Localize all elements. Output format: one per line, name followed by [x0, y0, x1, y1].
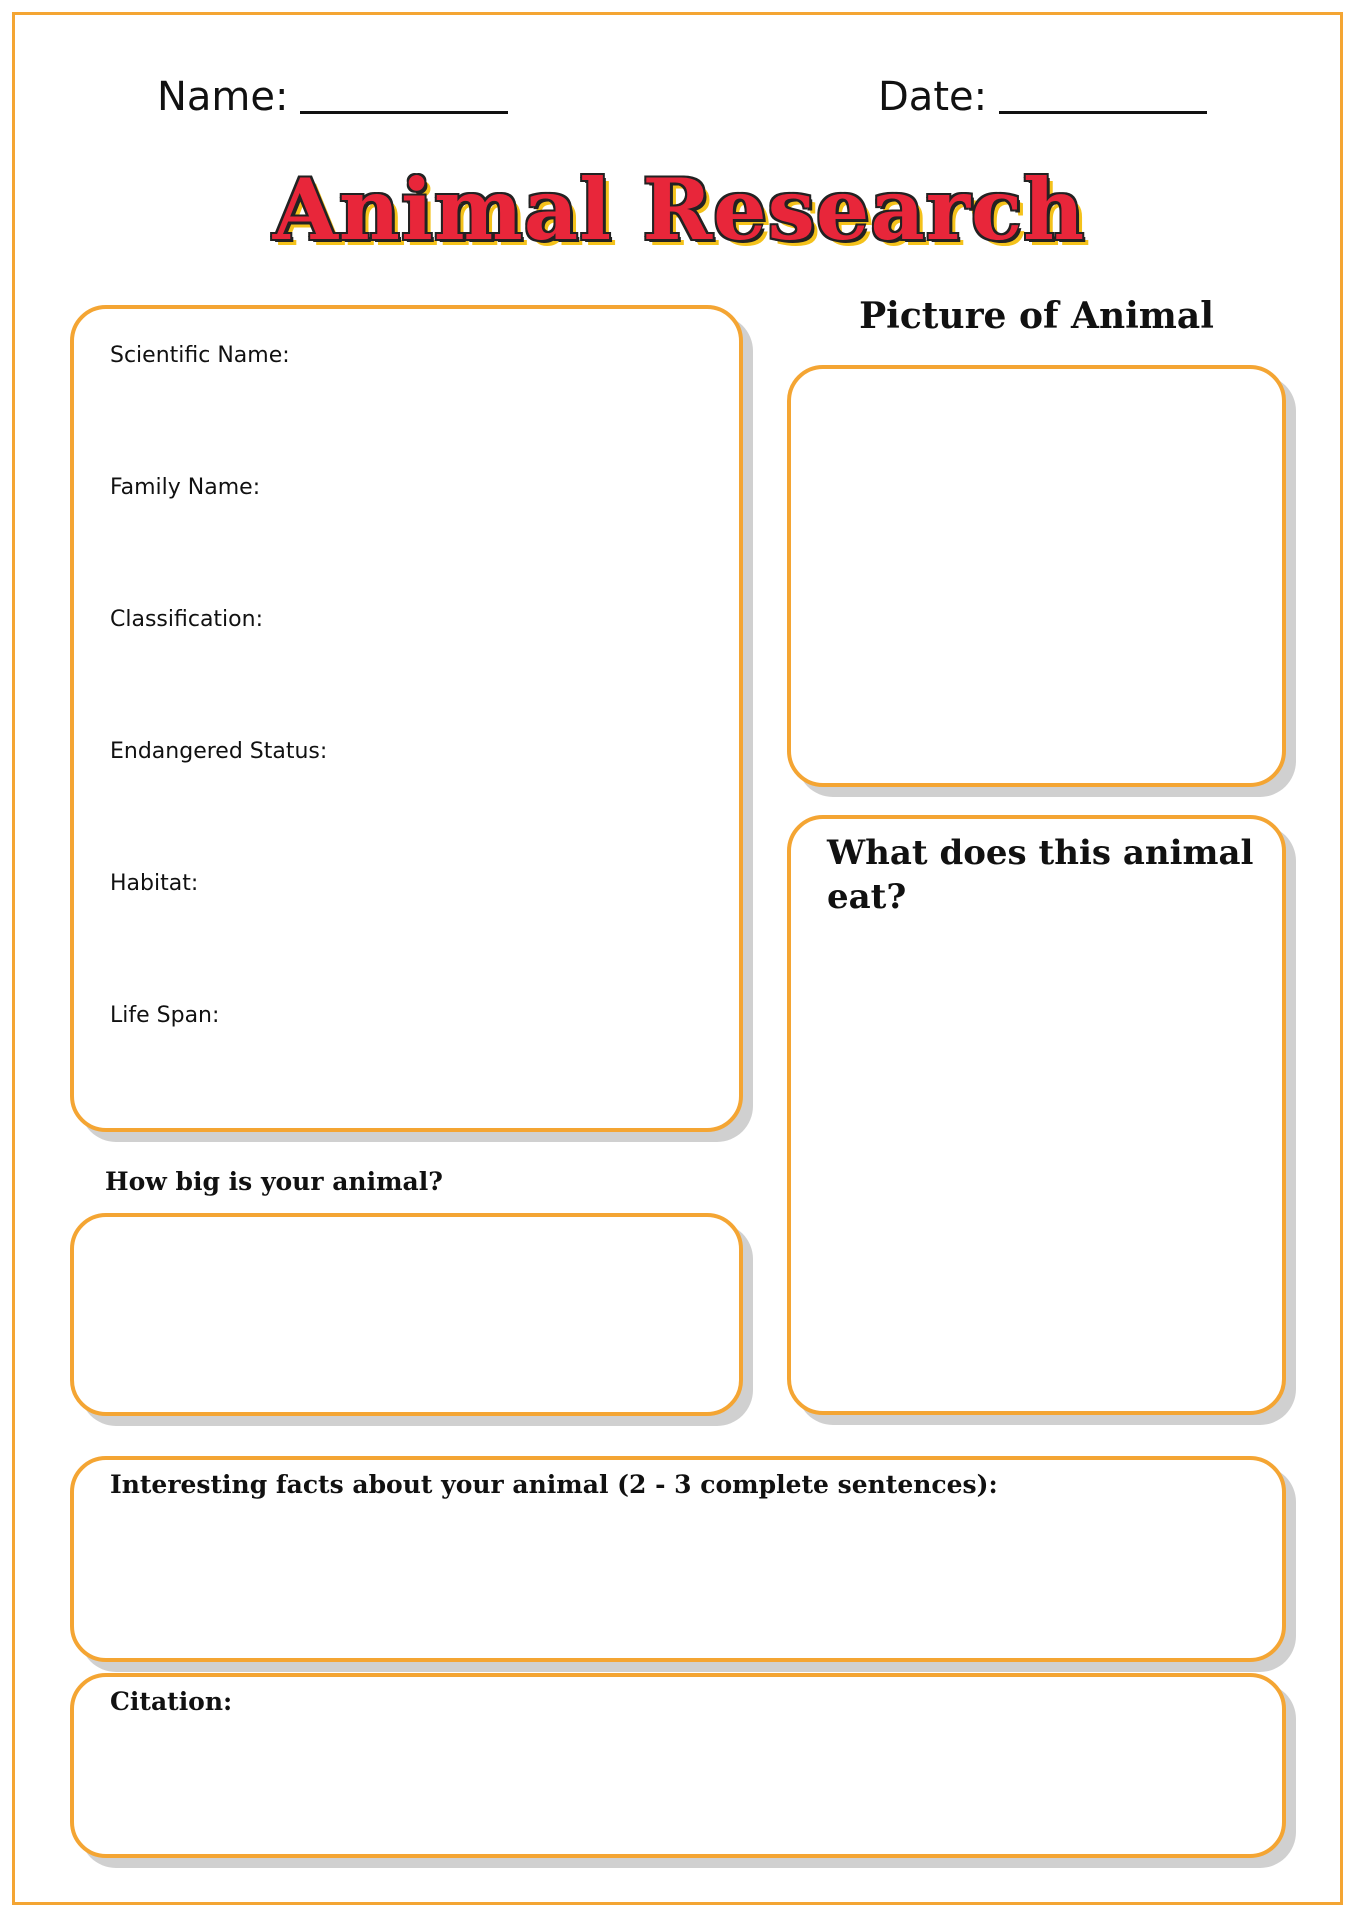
name-field[interactable] [157, 74, 508, 120]
family-name-label: Family Name: [110, 475, 261, 500]
name-label: Name: [157, 74, 289, 120]
citation-heading: Citation: [110, 1687, 233, 1716]
date-blank-line[interactable] [999, 77, 1207, 114]
scientific-name-label: Scientific Name: [110, 343, 290, 368]
size-heading: How big is your animal? [105, 1167, 443, 1196]
citation-box[interactable] [70, 1673, 1286, 1858]
diet-heading: What does this animal eat? [827, 833, 1254, 917]
picture-box[interactable] [787, 365, 1286, 787]
animal-info-box[interactable] [70, 305, 743, 1132]
picture-heading: Picture of Animal [859, 295, 1214, 337]
date-field[interactable] [878, 74, 1207, 120]
habitat-label: Habitat: [110, 871, 199, 896]
facts-heading: Interesting facts about your animal (2 - 3 complete sentences): [110, 1470, 998, 1499]
date-label: Date: [878, 74, 988, 120]
name-blank-line[interactable] [300, 77, 508, 114]
size-box[interactable] [70, 1213, 743, 1416]
classification-label: Classification: [110, 607, 263, 632]
life-span-label: Life Span: [110, 1003, 220, 1028]
facts-box[interactable] [70, 1456, 1286, 1662]
endangered-status-label: Endangered Status: [110, 739, 328, 764]
page-title: Animal Research [272, 160, 1086, 259]
diet-box[interactable] [787, 815, 1286, 1415]
